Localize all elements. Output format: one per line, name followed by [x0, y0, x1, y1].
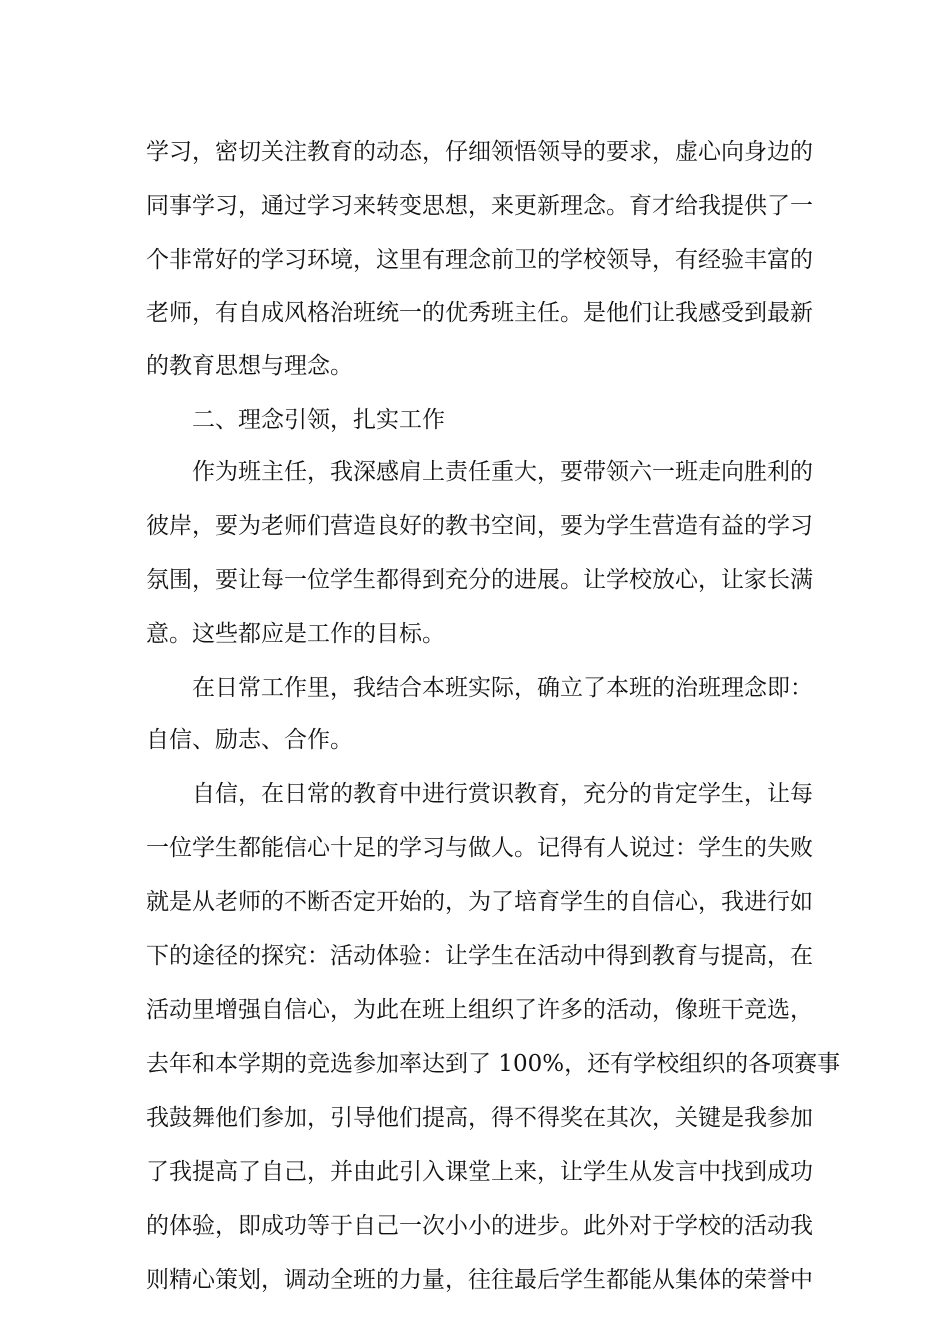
paragraph-line: 一位学生都能信心十足的学习与做人。记得有人说过：学生的失败 — [146, 835, 813, 861]
paragraph-line: 活动里增强自信心，为此在班上组织了许多的活动，像班干竞选， — [146, 997, 813, 1023]
paragraph-line: 自信，在日常的教育中进行赏识教育，充分的肯定学生，让每 — [192, 781, 813, 807]
paragraph-line: 则精心策划，调动全班的力量，往往最后学生都能从集体的荣誉中 — [146, 1267, 813, 1293]
paragraph-line: 下的途径的探究：活动体验：让学生在活动中得到教育与提高，在 — [146, 943, 813, 969]
paragraph-line: 自信、励志、合作。 — [146, 727, 353, 753]
paragraph-line: 就是从老师的不断否定开始的，为了培育学生的自信心，我进行如 — [146, 889, 813, 915]
paragraph-line: 氛围，要让每一位学生都得到充分的进展。让学校放心，让家长满 — [146, 567, 813, 593]
section-heading: 二、理念引领，扎实工作 — [192, 407, 445, 433]
paragraph-line: 了我提高了自己，并由此引入课堂上来，让学生从发言中找到成功 — [146, 1159, 813, 1185]
paragraph-line: 同事学习，通过学习来转变思想，来更新理念。育才给我提供了一 — [146, 193, 813, 219]
paragraph-line: 个非常好的学习环境，这里有理念前卫的学校领导，有经验丰富的 — [146, 247, 813, 273]
paragraph-line: 作为班主任，我深感肩上责任重大，要带领六一班走向胜利的 — [192, 459, 813, 485]
paragraph-line: 彼岸，要为老师们营造良好的教书空间，要为学生营造有益的学习 — [146, 513, 813, 539]
paragraph-line: 的教育思想与理念。 — [146, 353, 353, 379]
paragraph-line: 在日常工作里，我结合本班实际，确立了本班的治班理念即： — [192, 675, 813, 701]
paragraph-line: 去年和本学期的竞选参加率达到了 100%，还有学校组织的各项赛事 — [146, 1051, 841, 1077]
paragraph-line: 我鼓舞他们参加，引导他们提高，得不得奖在其次，关键是我参加 — [146, 1105, 813, 1131]
paragraph-line: 老师，有自成风格治班统一的优秀班主任。是他们让我感受到最新 — [146, 300, 813, 326]
paragraph-line: 的体验，即成功等于自己一次小小的进步。此外对于学校的活动我 — [146, 1213, 813, 1239]
paragraph-line: 意。这些都应是工作的目标。 — [146, 621, 445, 647]
paragraph-line: 学习，密切关注教育的动态，仔细领悟领导的要求，虚心向身边的 — [146, 139, 813, 165]
